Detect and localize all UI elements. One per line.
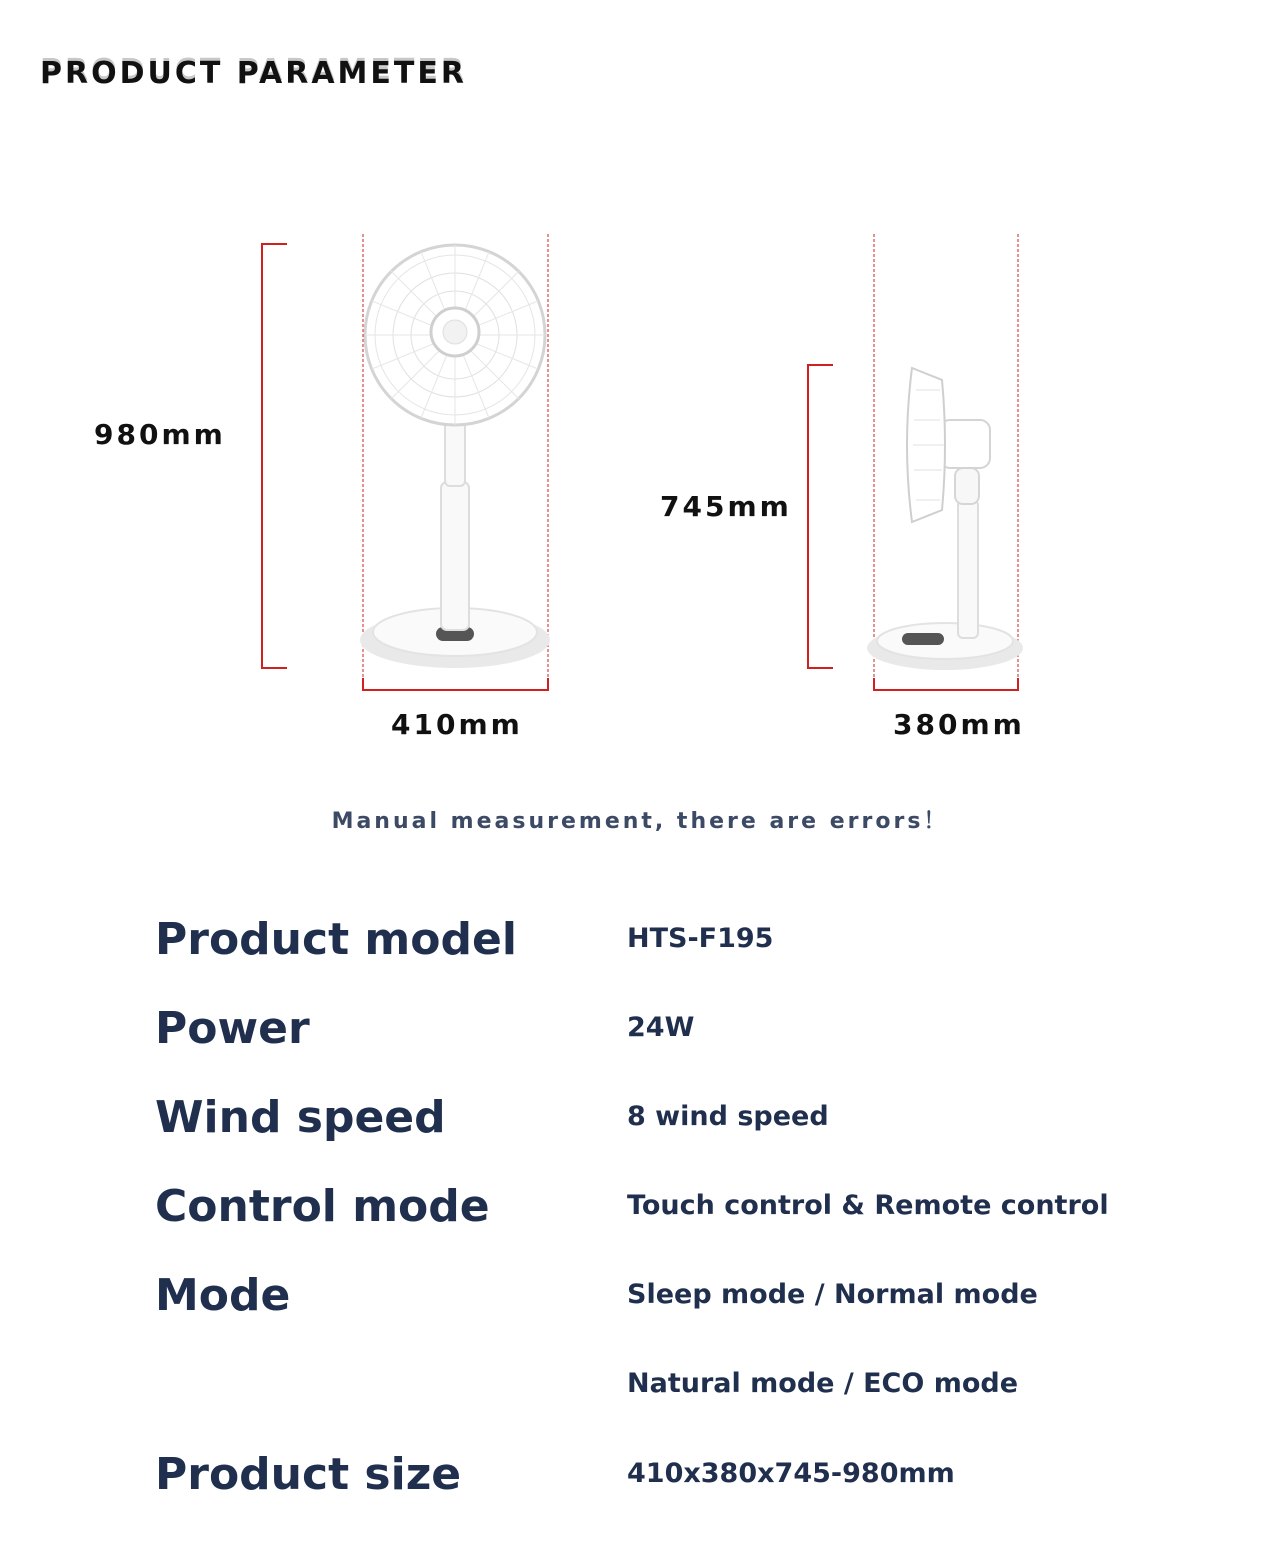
front-width-bracket [363,678,548,690]
front-height-label: 980mm [94,418,226,451]
page-title: PRODUCT PARAMETER [40,56,467,91]
spec-value-control-mode: Touch control & Remote control [627,1190,1109,1221]
side-height-label: 745mm [660,490,792,523]
front-height-bracket [262,244,287,668]
side-width-label: 380mm [893,708,1025,741]
dimension-diagram [0,0,1280,760]
spec-label-mode: Mode [155,1270,291,1321]
spec-value-mode: Sleep mode / Normal mode [627,1279,1038,1310]
side-fan-image [867,368,1023,670]
spec-label-power: Power [155,1003,310,1054]
spec-value-power: 24W [627,1012,695,1043]
spec-label-product-model: Product model [155,914,517,965]
side-height-bracket [808,365,833,668]
spec-value-product-model: HTS-F195 [627,923,774,954]
measurement-note: Manual measurement, there are errors！ [331,809,949,834]
spec-value-product-size: 410x380x745-980mm [627,1458,955,1489]
spec-label-control-mode: Control mode [155,1181,490,1232]
spec-label-wind-speed: Wind speed [155,1092,446,1143]
spec-label-product-size: Product size [155,1449,462,1500]
side-width-bracket [874,678,1018,690]
spec-value-wind-speed: 8 wind speed [627,1101,829,1132]
front-width-label: 410mm [391,708,523,741]
front-fan-image [360,245,550,668]
spec-value-mode-continued: Natural mode / ECO mode [627,1368,1019,1399]
